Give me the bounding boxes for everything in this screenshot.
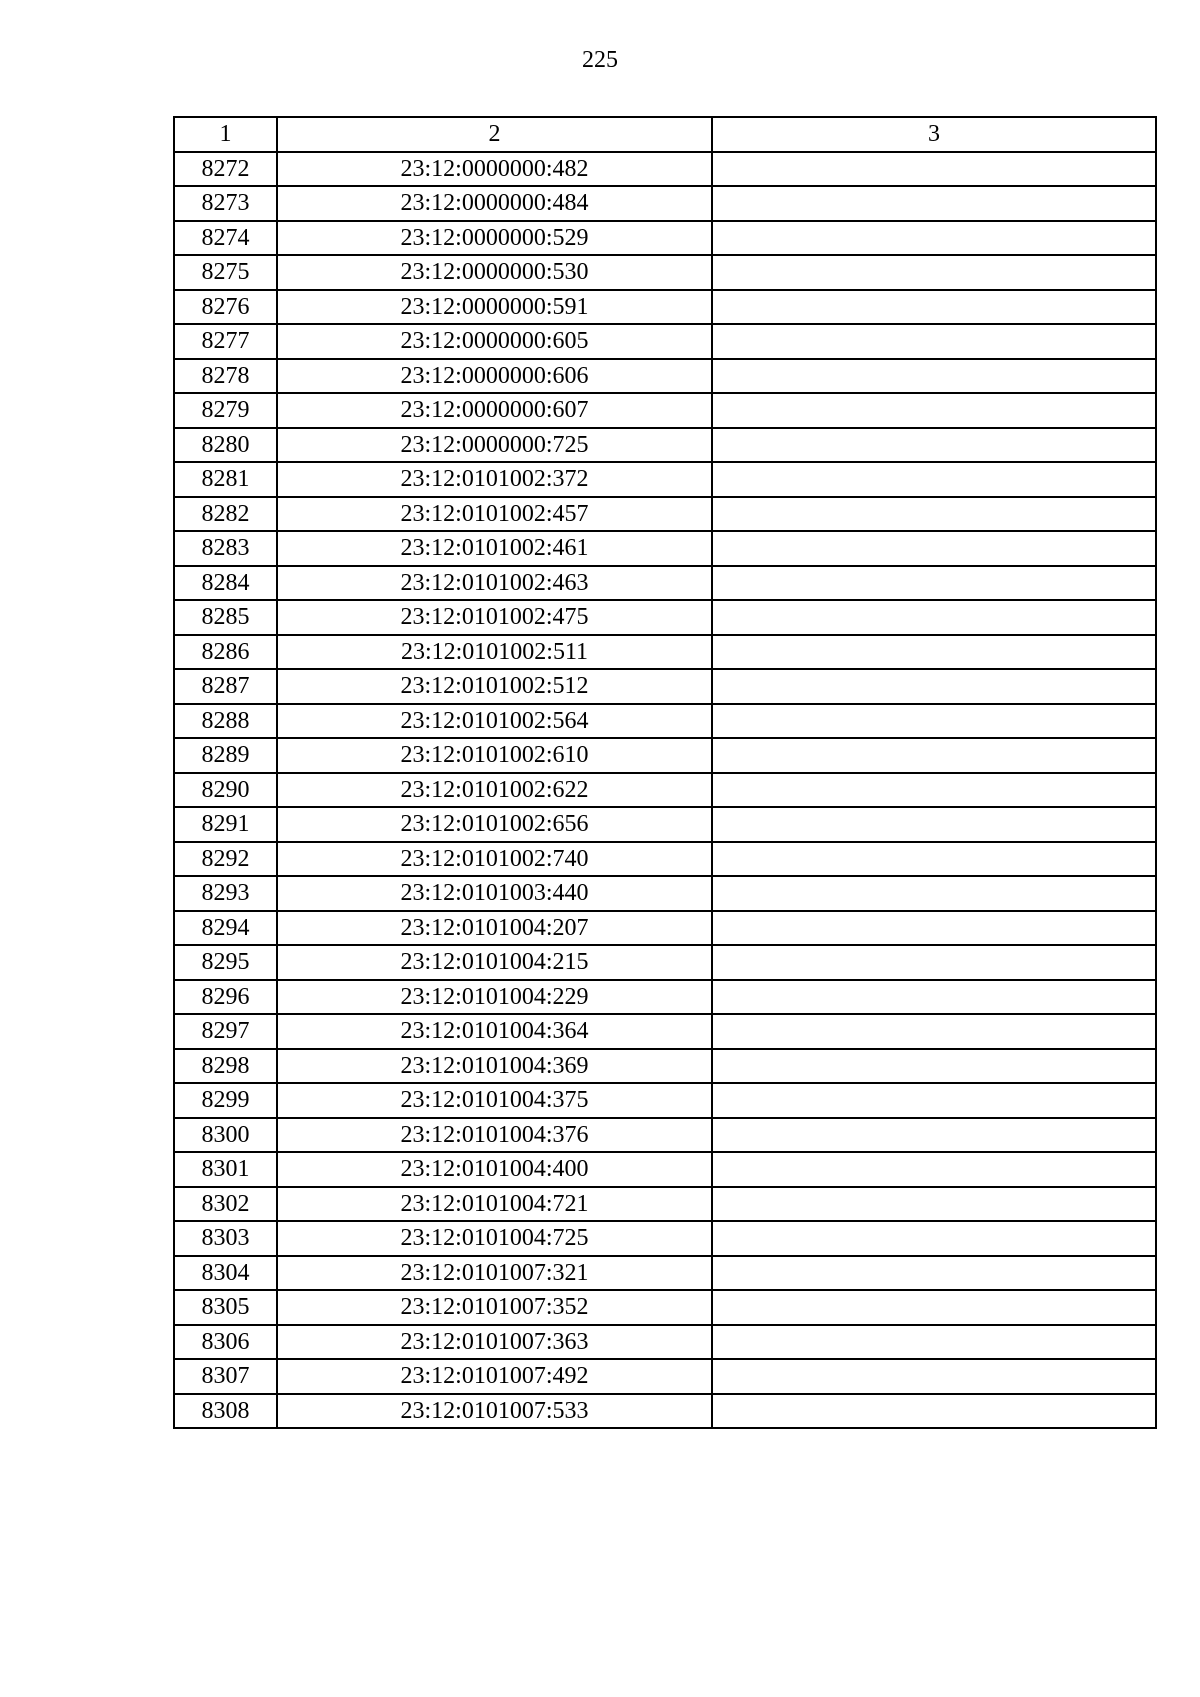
cadastral-number-cell: 23:12:0000000:484 xyxy=(277,186,712,221)
cadastral-number-cell: 23:12:0000000:607 xyxy=(277,393,712,428)
row-number-cell: 8290 xyxy=(174,773,277,808)
cadastral-number-cell: 23:12:0101004:364 xyxy=(277,1014,712,1049)
header-cell-3: 3 xyxy=(712,117,1156,152)
table-row xyxy=(174,876,1156,911)
row-number-cell: 8273 xyxy=(174,186,277,221)
cadastral-number-cell: 23:12:0000000:605 xyxy=(277,324,712,359)
cadastral-number-cell: 23:12:0101002:457 xyxy=(277,497,712,532)
cadastral-number-cell: 23:12:0101004:376 xyxy=(277,1118,712,1153)
header-row xyxy=(174,117,1156,152)
row-number-cell: 8307 xyxy=(174,1359,277,1394)
row-number-cell: 8281 xyxy=(174,462,277,497)
table-row xyxy=(174,1118,1156,1153)
note-cell xyxy=(712,1359,1156,1394)
note-cell xyxy=(712,1049,1156,1084)
cadastral-number-cell: 23:12:0101004:215 xyxy=(277,945,712,980)
note-cell xyxy=(712,1256,1156,1291)
cadastral-number-cell: 23:12:0000000:591 xyxy=(277,290,712,325)
table-row xyxy=(174,1359,1156,1394)
note-cell xyxy=(712,980,1156,1015)
table-row xyxy=(174,842,1156,877)
cadastral-number-cell: 23:12:0101002:740 xyxy=(277,842,712,877)
note-cell xyxy=(712,738,1156,773)
cadastral-number-cell: 23:12:0101003:440 xyxy=(277,876,712,911)
note-cell xyxy=(712,1187,1156,1222)
row-number-cell: 8293 xyxy=(174,876,277,911)
note-cell xyxy=(712,635,1156,670)
row-number-cell: 8275 xyxy=(174,255,277,290)
table-header xyxy=(174,117,1156,152)
row-number-cell: 8292 xyxy=(174,842,277,877)
note-cell xyxy=(712,359,1156,394)
note-cell xyxy=(712,152,1156,187)
cadastral-number-cell: 23:12:0101002:372 xyxy=(277,462,712,497)
cadastral-number-cell: 23:12:0101007:492 xyxy=(277,1359,712,1394)
row-number-cell: 8306 xyxy=(174,1325,277,1360)
note-cell xyxy=(712,290,1156,325)
table-row xyxy=(174,807,1156,842)
row-number-cell: 8303 xyxy=(174,1221,277,1256)
cadastral-number-cell: 23:12:0101004:721 xyxy=(277,1187,712,1222)
note-cell xyxy=(712,1014,1156,1049)
cadastral-number-cell: 23:12:0101002:656 xyxy=(277,807,712,842)
note-cell xyxy=(712,704,1156,739)
note-cell xyxy=(712,428,1156,463)
table-row xyxy=(174,531,1156,566)
note-cell xyxy=(712,221,1156,256)
note-cell xyxy=(712,255,1156,290)
note-cell xyxy=(712,669,1156,704)
table-row xyxy=(174,704,1156,739)
table-row xyxy=(174,1014,1156,1049)
cadastral-number-cell: 23:12:0101002:622 xyxy=(277,773,712,808)
header-cell-2: 2 xyxy=(277,117,712,152)
row-number-cell: 8294 xyxy=(174,911,277,946)
cadastral-number-cell: 23:12:0101002:463 xyxy=(277,566,712,601)
cadastral-number-cell: 23:12:0101002:475 xyxy=(277,600,712,635)
cadastral-number-cell: 23:12:0101002:610 xyxy=(277,738,712,773)
row-number-cell: 8287 xyxy=(174,669,277,704)
row-number-cell: 8283 xyxy=(174,531,277,566)
cadastral-number-cell: 23:12:0101002:512 xyxy=(277,669,712,704)
note-cell xyxy=(712,324,1156,359)
row-number-cell: 8304 xyxy=(174,1256,277,1291)
cadastral-number-cell: 23:12:0101007:533 xyxy=(277,1394,712,1429)
table-row xyxy=(174,462,1156,497)
row-number-cell: 8272 xyxy=(174,152,277,187)
cadastral-number-cell: 23:12:0101004:375 xyxy=(277,1083,712,1118)
table-row xyxy=(174,773,1156,808)
row-number-cell: 8296 xyxy=(174,980,277,1015)
table-row xyxy=(174,221,1156,256)
note-cell xyxy=(712,876,1156,911)
note-cell xyxy=(712,1083,1156,1118)
table-row xyxy=(174,1221,1156,1256)
cadastral-number-cell: 23:12:0000000:725 xyxy=(277,428,712,463)
table-row xyxy=(174,635,1156,670)
cadastral-number-cell: 23:12:0000000:530 xyxy=(277,255,712,290)
cadastral-number-cell: 23:12:0101002:564 xyxy=(277,704,712,739)
note-cell xyxy=(712,566,1156,601)
note-cell xyxy=(712,1325,1156,1360)
row-number-cell: 8289 xyxy=(174,738,277,773)
table-row xyxy=(174,1256,1156,1291)
note-cell xyxy=(712,807,1156,842)
cadastral-number-cell: 23:12:0101004:725 xyxy=(277,1221,712,1256)
cadastral-number-cell: 23:12:0101007:352 xyxy=(277,1290,712,1325)
table-row xyxy=(174,324,1156,359)
table-row xyxy=(174,1049,1156,1084)
note-cell xyxy=(712,1118,1156,1153)
row-number-cell: 8285 xyxy=(174,600,277,635)
cadastral-number-cell: 23:12:0000000:606 xyxy=(277,359,712,394)
row-number-cell: 8277 xyxy=(174,324,277,359)
note-cell xyxy=(712,945,1156,980)
cadastral-number-cell: 23:12:0101004:369 xyxy=(277,1049,712,1084)
cadastral-number-cell: 23:12:0101004:207 xyxy=(277,911,712,946)
cadastral-number-cell: 23:12:0101004:229 xyxy=(277,980,712,1015)
note-cell xyxy=(712,773,1156,808)
cadastral-number-cell: 23:12:0101002:511 xyxy=(277,635,712,670)
table-row xyxy=(174,1152,1156,1187)
row-number-cell: 8274 xyxy=(174,221,277,256)
page-number: 225 xyxy=(582,47,618,73)
table-row xyxy=(174,186,1156,221)
table-body xyxy=(174,152,1156,1429)
table-row xyxy=(174,393,1156,428)
row-number-cell: 8302 xyxy=(174,1187,277,1222)
note-cell xyxy=(712,1394,1156,1429)
table-row xyxy=(174,290,1156,325)
cadastral-number-cell: 23:12:0101007:363 xyxy=(277,1325,712,1360)
table-row xyxy=(174,1083,1156,1118)
row-number-cell: 8282 xyxy=(174,497,277,532)
note-cell xyxy=(712,1152,1156,1187)
cadastral-number-cell: 23:12:0000000:482 xyxy=(277,152,712,187)
table-row xyxy=(174,255,1156,290)
row-number-cell: 8295 xyxy=(174,945,277,980)
table-row xyxy=(174,428,1156,463)
note-cell xyxy=(712,911,1156,946)
table-row xyxy=(174,497,1156,532)
row-number-cell: 8279 xyxy=(174,393,277,428)
row-number-cell: 8284 xyxy=(174,566,277,601)
row-number-cell: 8276 xyxy=(174,290,277,325)
note-cell xyxy=(712,531,1156,566)
table-row xyxy=(174,1325,1156,1360)
table-row xyxy=(174,1290,1156,1325)
note-cell xyxy=(712,393,1156,428)
note-cell xyxy=(712,497,1156,532)
row-number-cell: 8288 xyxy=(174,704,277,739)
cadastral-number-cell: 23:12:0000000:529 xyxy=(277,221,712,256)
note-cell xyxy=(712,1290,1156,1325)
note-cell xyxy=(712,842,1156,877)
table-row xyxy=(174,945,1156,980)
note-cell xyxy=(712,600,1156,635)
row-number-cell: 8278 xyxy=(174,359,277,394)
table-row xyxy=(174,152,1156,187)
cadastral-number-cell: 23:12:0101002:461 xyxy=(277,531,712,566)
row-number-cell: 8286 xyxy=(174,635,277,670)
table-row xyxy=(174,600,1156,635)
row-number-cell: 8297 xyxy=(174,1014,277,1049)
cadastral-number-cell: 23:12:0101004:400 xyxy=(277,1152,712,1187)
row-number-cell: 8300 xyxy=(174,1118,277,1153)
table-row xyxy=(174,1187,1156,1222)
cadastral-number-cell: 23:12:0101007:321 xyxy=(277,1256,712,1291)
row-number-cell: 8298 xyxy=(174,1049,277,1084)
table-row xyxy=(174,911,1156,946)
row-number-cell: 8291 xyxy=(174,807,277,842)
table-row xyxy=(174,738,1156,773)
table-row xyxy=(174,669,1156,704)
row-number-cell: 8305 xyxy=(174,1290,277,1325)
table-row xyxy=(174,980,1156,1015)
row-number-cell: 8280 xyxy=(174,428,277,463)
note-cell xyxy=(712,186,1156,221)
row-number-cell: 8308 xyxy=(174,1394,277,1429)
table-row xyxy=(174,1394,1156,1429)
note-cell xyxy=(712,462,1156,497)
row-number-cell: 8299 xyxy=(174,1083,277,1118)
table-row xyxy=(174,359,1156,394)
header-cell-1: 1 xyxy=(174,117,277,152)
cadastral-table xyxy=(173,116,1157,1429)
row-number-cell: 8301 xyxy=(174,1152,277,1187)
table-row xyxy=(174,566,1156,601)
note-cell xyxy=(712,1221,1156,1256)
